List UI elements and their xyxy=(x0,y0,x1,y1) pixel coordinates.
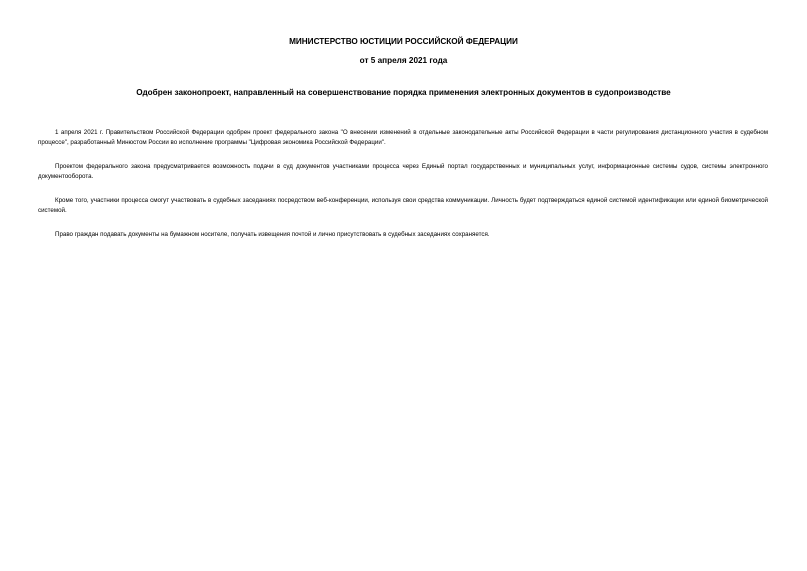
document-date: от 5 апреля 2021 года xyxy=(359,56,448,65)
document-body xyxy=(38,128,768,255)
document-subject: Одобрен законопроект, направленный на совершенствование порядка применения электронных документов в судопроизводстве xyxy=(136,88,671,97)
paragraph: Кроме того, участники процесса смогут участвовать в судебных заседаниях посредством веб-конференции, используя свои средства коммуникации. Личность будет подтверждаться единой системой идентификации или единой биометрической системой. xyxy=(38,197,768,214)
ministry-heading: МИНИСТЕРСТВО ЮСТИЦИИ РОССИЙСКОЙ ФЕДЕРАЦИИ xyxy=(289,37,518,46)
paragraph: Право граждан подавать документы на бумажном носителе, получать извещения почтой и лично присутствовать в судебных заседаниях сохраняется. xyxy=(55,231,490,238)
paragraph: 1 апреля 2021 г. Правительством Российской Федерации одобрен проект федерального закона "О внесении изменений в отдельные законодательные акты Российской Федерации в части регулирования дистанционного участия в судебном процессе", разработанный Минюстом России во исполнение программы "Цифровая экономика Российской Федерации". xyxy=(38,129,768,146)
paragraph: Проектом федерального закона предусматривается возможность подачи в суд документов участниками процесса через Единый портал государственных и муниципальных услуг, информационные системы судов, системы электронного документооборота. xyxy=(38,163,768,180)
